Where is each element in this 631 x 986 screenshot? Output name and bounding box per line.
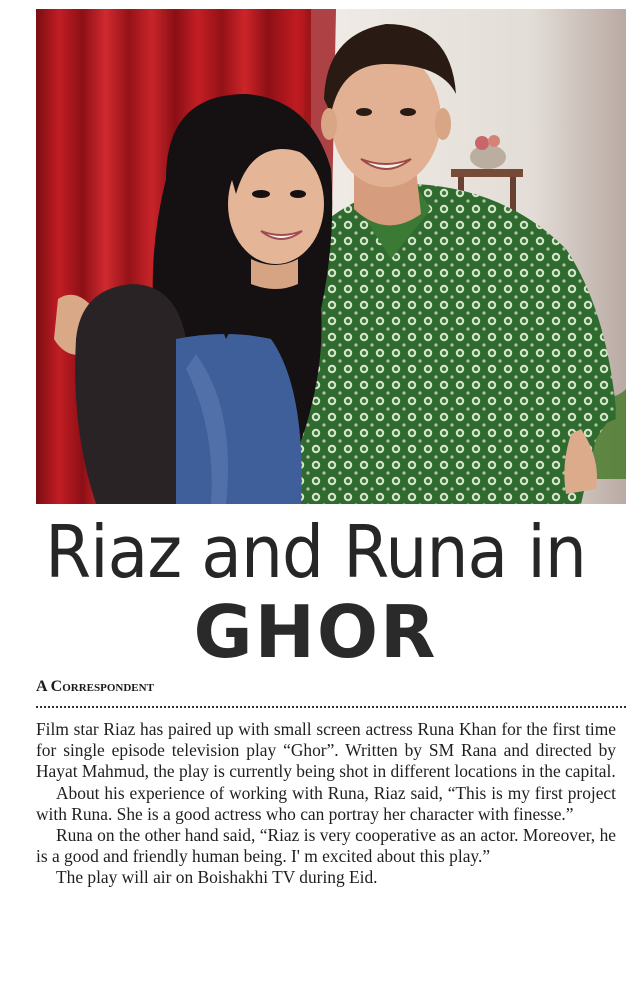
photo-illustration [36, 9, 626, 504]
headline-line-2: GHOR [193, 590, 438, 674]
paragraph-3: Runa on the other hand said, “Riaz is very cooperative as an actor. Moreover, he is a good and friendly human being. I' m excited about this play.” [36, 825, 616, 867]
article-photo [36, 9, 626, 504]
dotted-divider [36, 706, 626, 708]
paragraph-1: Film star Riaz has paired up with small screen actress Runa Khan for the first time for single episode television play “Ghor”. Written by SM Rana and directed by Hayat Mahmud, the play is currently being shot in different locations in the capital. [36, 719, 616, 782]
byline: A Correspondent [36, 678, 154, 695]
article-body [36, 719, 616, 889]
headline-line-1: Riaz and Runa in [45, 510, 586, 594]
paragraph-2: About his experience of working with Runa, Riaz said, “This is my first project with Runa. She is a good actress who can portray her character with finesse.” [36, 782, 616, 824]
paragraph-4: The play will air on Boishakhi TV during Eid. [56, 867, 378, 888]
